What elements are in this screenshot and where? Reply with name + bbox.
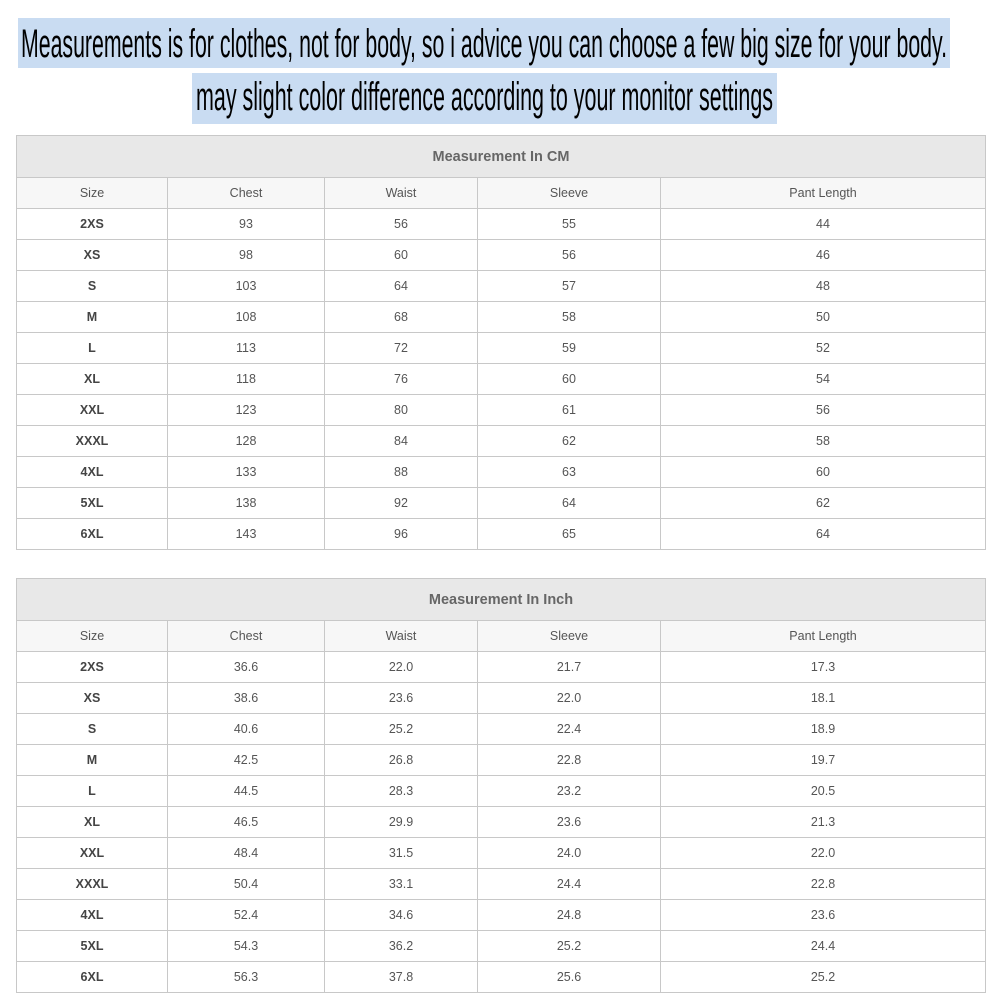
value-cell: 60 [325, 240, 478, 271]
column-header-size: Size [17, 178, 168, 209]
value-cell: 63 [478, 457, 661, 488]
table-row [17, 364, 986, 395]
value-cell: 93 [168, 209, 325, 240]
value-cell: 59 [478, 333, 661, 364]
value-cell: 37.8 [325, 962, 478, 993]
notice-line-2 [192, 73, 777, 124]
measurement-table-inch [16, 578, 986, 993]
value-cell: 25.2 [478, 931, 661, 962]
value-cell: 24.8 [478, 900, 661, 931]
table-title-row [17, 136, 986, 178]
value-cell: 25.2 [325, 714, 478, 745]
value-cell: 56.3 [168, 962, 325, 993]
column-header-sleeve: Sleeve [478, 621, 661, 652]
size-cell: 2XS [17, 209, 168, 240]
value-cell: 56 [661, 395, 986, 426]
column-header-pant-length: Pant Length [661, 621, 986, 652]
size-cell: L [17, 333, 168, 364]
table-row [17, 488, 986, 519]
column-header-pant-length: Pant Length [661, 178, 986, 209]
notice-graphic-1 [18, 18, 950, 68]
size-cell: M [17, 302, 168, 333]
value-cell: 17.3 [661, 652, 986, 683]
value-cell: 18.9 [661, 714, 986, 745]
table-row [17, 209, 986, 240]
value-cell: 60 [478, 364, 661, 395]
value-cell: 48 [661, 271, 986, 302]
value-cell: 25.2 [661, 962, 986, 993]
table-row [17, 807, 986, 838]
value-cell: 113 [168, 333, 325, 364]
value-cell: 21.3 [661, 807, 986, 838]
value-cell: 22.4 [478, 714, 661, 745]
value-cell: 33.1 [325, 869, 478, 900]
notice-line-1 [18, 18, 950, 68]
value-cell: 72 [325, 333, 478, 364]
table-row [17, 519, 986, 550]
value-cell: 54 [661, 364, 986, 395]
value-cell: 128 [168, 426, 325, 457]
value-cell: 64 [325, 271, 478, 302]
value-cell: 46 [661, 240, 986, 271]
table-row [17, 714, 986, 745]
value-cell: 68 [325, 302, 478, 333]
value-cell: 62 [661, 488, 986, 519]
value-cell: 44.5 [168, 776, 325, 807]
column-header-chest: Chest [168, 621, 325, 652]
value-cell: 103 [168, 271, 325, 302]
value-cell: 22.8 [478, 745, 661, 776]
value-cell: 38.6 [168, 683, 325, 714]
value-cell: 96 [325, 519, 478, 550]
value-cell: 143 [168, 519, 325, 550]
size-cell: 6XL [17, 519, 168, 550]
value-cell: 22.0 [478, 683, 661, 714]
value-cell: 23.6 [661, 900, 986, 931]
column-header-sleeve: Sleeve [478, 178, 661, 209]
table-row [17, 426, 986, 457]
column-header-size: Size [17, 621, 168, 652]
size-cell: S [17, 714, 168, 745]
table-row [17, 683, 986, 714]
size-cell: XL [17, 807, 168, 838]
value-cell: 26.8 [325, 745, 478, 776]
size-cell: 4XL [17, 457, 168, 488]
value-cell: 29.9 [325, 807, 478, 838]
table-row [17, 776, 986, 807]
value-cell: 36.2 [325, 931, 478, 962]
value-cell: 28.3 [325, 776, 478, 807]
notice-text-1: Measurements is for clothes, not for body, so i advice you can choose a few big size for your body. [21, 22, 947, 66]
value-cell: 18.1 [661, 683, 986, 714]
value-cell: 80 [325, 395, 478, 426]
value-cell: 60 [661, 457, 986, 488]
value-cell: 46.5 [168, 807, 325, 838]
value-cell: 123 [168, 395, 325, 426]
table-row [17, 333, 986, 364]
value-cell: 24.4 [661, 931, 986, 962]
size-cell: XS [17, 240, 168, 271]
value-cell: 36.6 [168, 652, 325, 683]
size-cell: S [17, 271, 168, 302]
table-header-row [17, 621, 986, 652]
table-row [17, 302, 986, 333]
value-cell: 52.4 [168, 900, 325, 931]
table-row [17, 931, 986, 962]
table-title: Measurement In Inch [17, 579, 986, 621]
value-cell: 42.5 [168, 745, 325, 776]
notice-text-2: may slight color difference according to your monitor settings [196, 75, 773, 119]
table-row [17, 869, 986, 900]
size-cell: M [17, 745, 168, 776]
table-title: Measurement In CM [17, 136, 986, 178]
size-cell: 4XL [17, 900, 168, 931]
column-header-chest: Chest [168, 178, 325, 209]
value-cell: 19.7 [661, 745, 986, 776]
value-cell: 138 [168, 488, 325, 519]
column-header-waist: Waist [325, 178, 478, 209]
size-cell: L [17, 776, 168, 807]
value-cell: 22.0 [661, 838, 986, 869]
column-header-waist: Waist [325, 621, 478, 652]
value-cell: 64 [478, 488, 661, 519]
notice-graphic-2 [192, 73, 777, 124]
table-row [17, 271, 986, 302]
value-cell: 25.6 [478, 962, 661, 993]
value-cell: 23.2 [478, 776, 661, 807]
value-cell: 61 [478, 395, 661, 426]
value-cell: 84 [325, 426, 478, 457]
value-cell: 50.4 [168, 869, 325, 900]
value-cell: 55 [478, 209, 661, 240]
value-cell: 52 [661, 333, 986, 364]
value-cell: 56 [478, 240, 661, 271]
value-cell: 48.4 [168, 838, 325, 869]
value-cell: 64 [661, 519, 986, 550]
value-cell: 118 [168, 364, 325, 395]
table-title-row [17, 579, 986, 621]
value-cell: 31.5 [325, 838, 478, 869]
table-row [17, 457, 986, 488]
value-cell: 58 [661, 426, 986, 457]
value-cell: 65 [478, 519, 661, 550]
table-row [17, 395, 986, 426]
value-cell: 50 [661, 302, 986, 333]
value-cell: 58 [478, 302, 661, 333]
table-row [17, 838, 986, 869]
value-cell: 57 [478, 271, 661, 302]
value-cell: 22.8 [661, 869, 986, 900]
size-cell: XS [17, 683, 168, 714]
table-row [17, 962, 986, 993]
table-header-row [17, 178, 986, 209]
value-cell: 24.0 [478, 838, 661, 869]
table-row [17, 240, 986, 271]
table-row [17, 745, 986, 776]
size-cell: XXXL [17, 426, 168, 457]
value-cell: 23.6 [478, 807, 661, 838]
value-cell: 54.3 [168, 931, 325, 962]
table-row [17, 900, 986, 931]
size-cell: XXL [17, 838, 168, 869]
value-cell: 23.6 [325, 683, 478, 714]
value-cell: 21.7 [478, 652, 661, 683]
size-cell: 6XL [17, 962, 168, 993]
value-cell: 44 [661, 209, 986, 240]
value-cell: 108 [168, 302, 325, 333]
value-cell: 88 [325, 457, 478, 488]
size-cell: XL [17, 364, 168, 395]
value-cell: 56 [325, 209, 478, 240]
size-cell: 2XS [17, 652, 168, 683]
value-cell: 34.6 [325, 900, 478, 931]
size-cell: 5XL [17, 931, 168, 962]
size-cell: 5XL [17, 488, 168, 519]
size-cell: XXXL [17, 869, 168, 900]
size-cell: XXL [17, 395, 168, 426]
value-cell: 24.4 [478, 869, 661, 900]
value-cell: 98 [168, 240, 325, 271]
value-cell: 20.5 [661, 776, 986, 807]
value-cell: 76 [325, 364, 478, 395]
table-row [17, 652, 986, 683]
value-cell: 22.0 [325, 652, 478, 683]
value-cell: 62 [478, 426, 661, 457]
measurement-table-cm [16, 135, 986, 550]
value-cell: 92 [325, 488, 478, 519]
value-cell: 40.6 [168, 714, 325, 745]
value-cell: 133 [168, 457, 325, 488]
